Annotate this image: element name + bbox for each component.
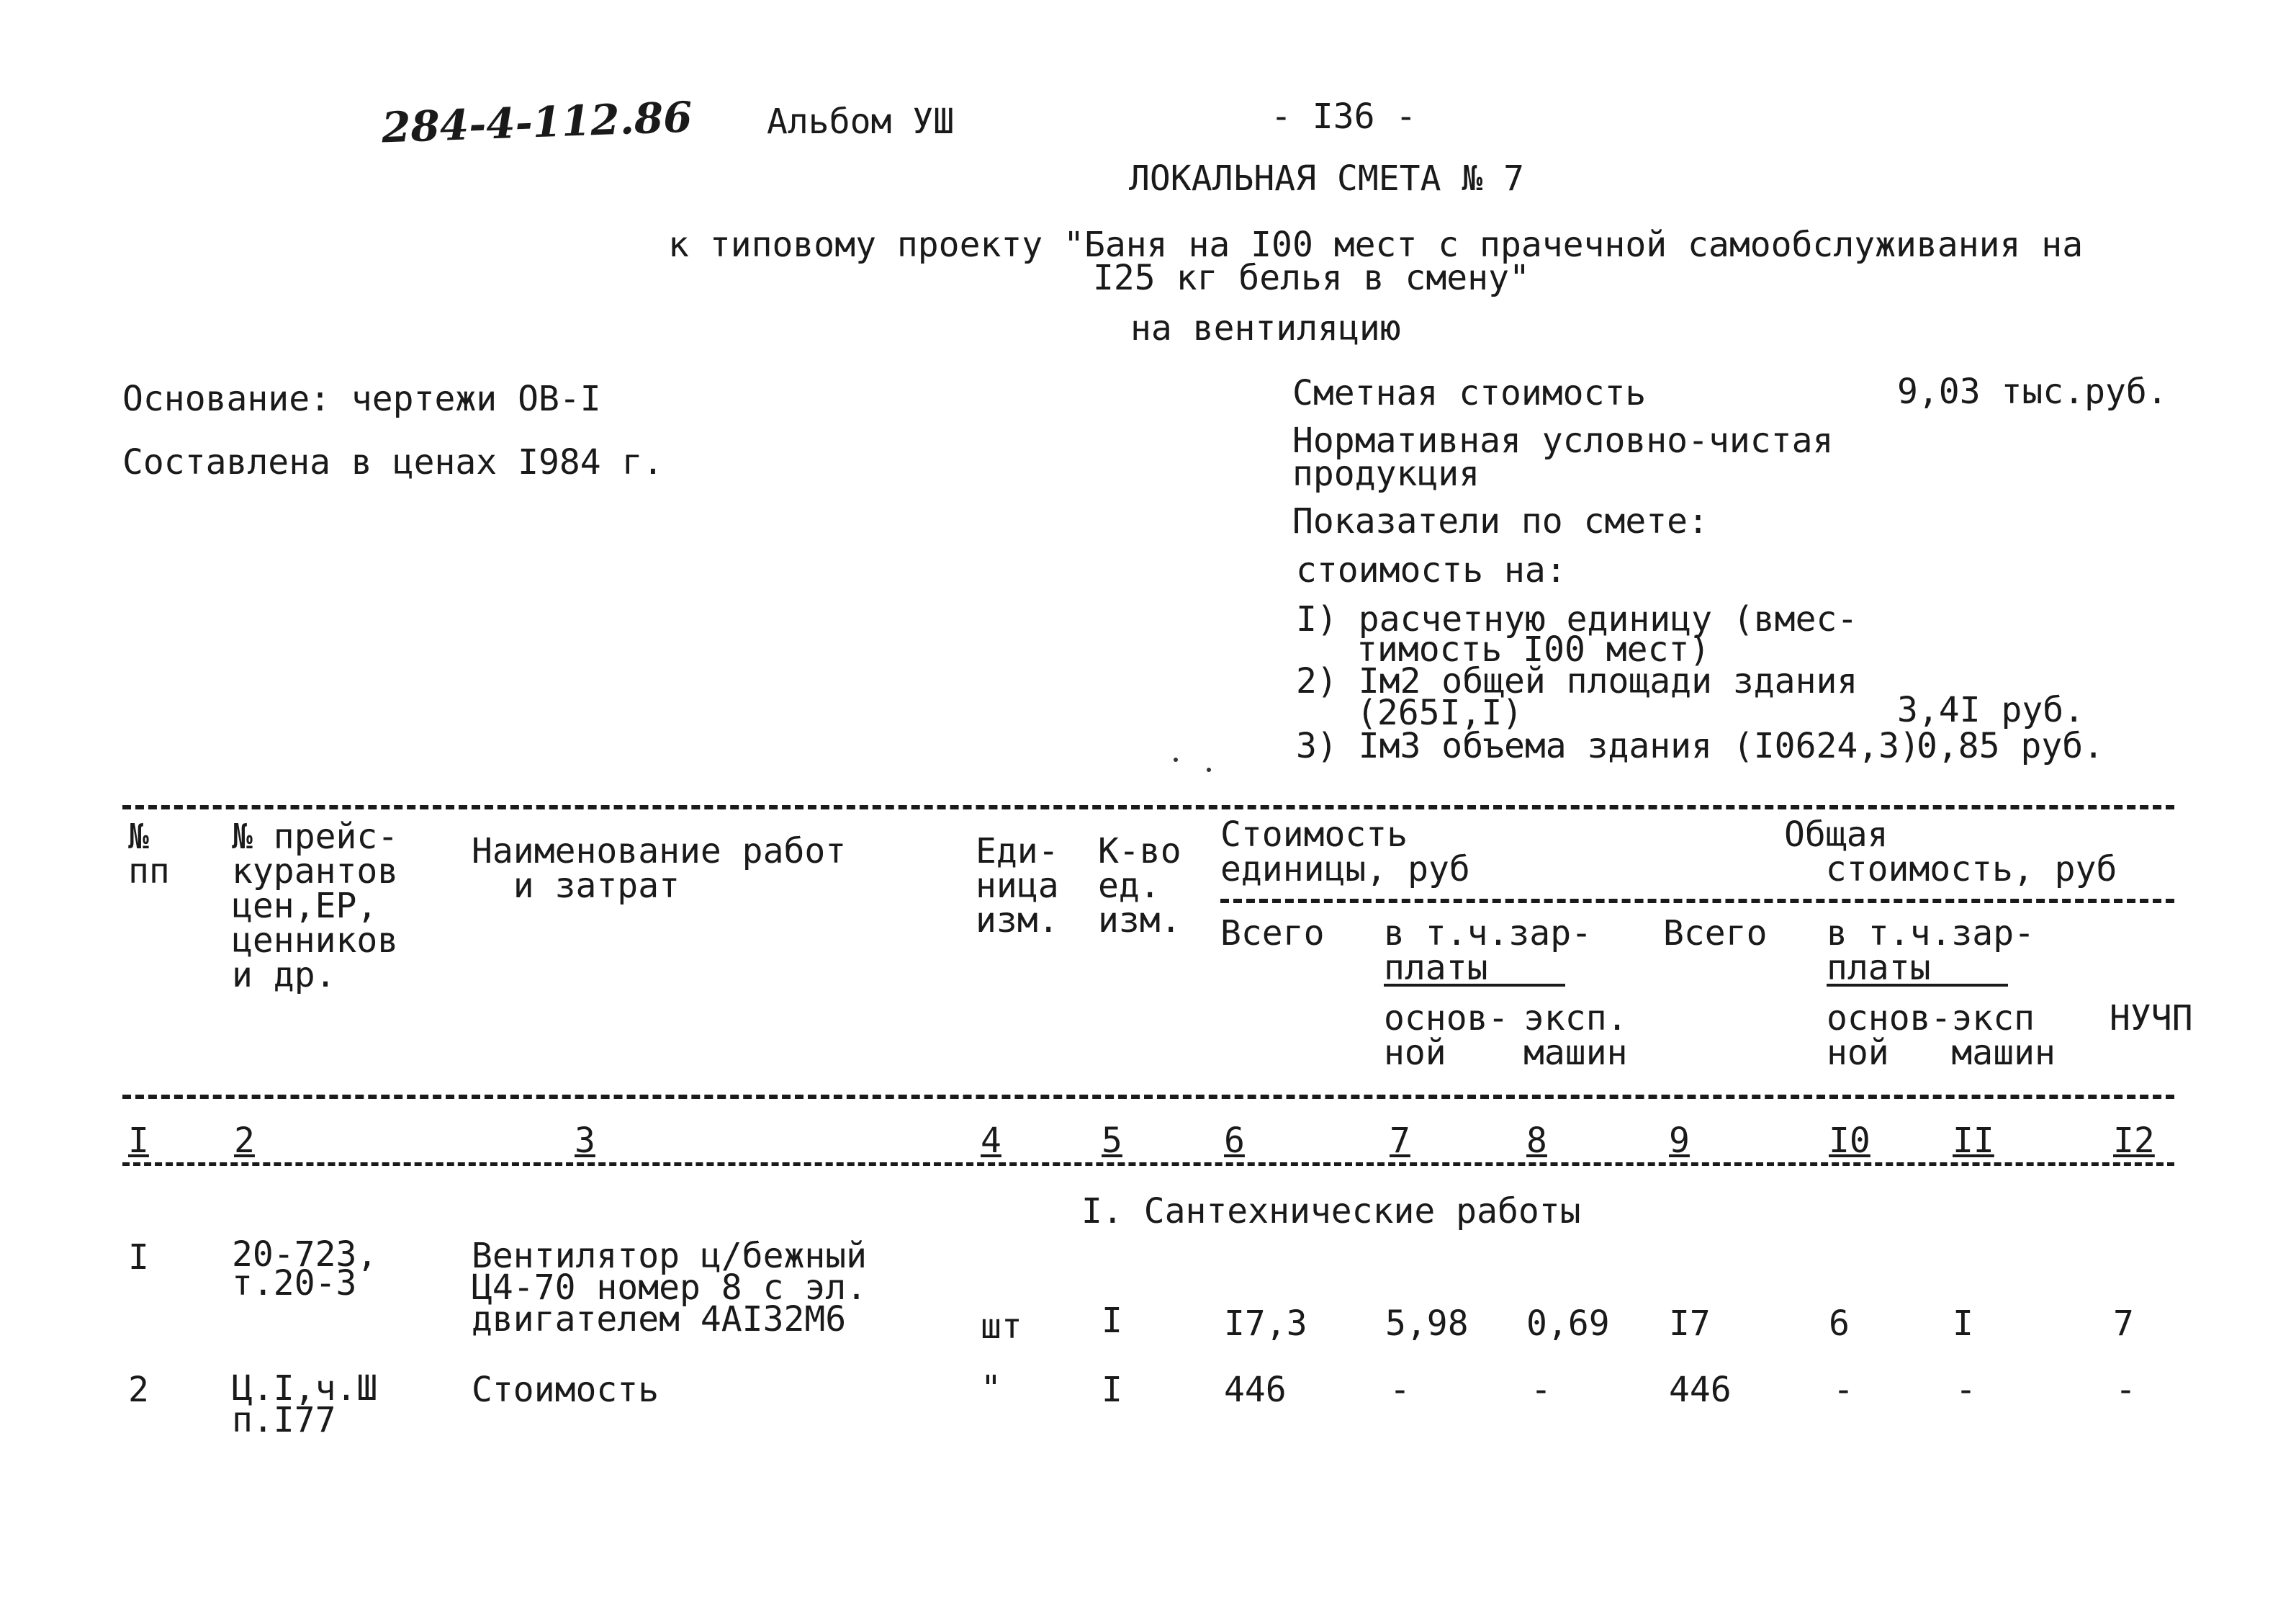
col-header-num: № пп bbox=[128, 817, 170, 892]
row-nuchp: 7 bbox=[2113, 1303, 2134, 1344]
row-number: I bbox=[128, 1237, 149, 1278]
indicators-label: Показатели по смете: bbox=[1292, 501, 1709, 542]
column-number: I0 bbox=[1829, 1121, 1870, 1161]
col-header-unit-cost: Стоимость единицы, руб bbox=[1220, 814, 1470, 889]
table-header-bottom-rule bbox=[122, 1095, 2174, 1099]
estimated-cost-label: Сметная стоимость bbox=[1292, 373, 1647, 413]
normative-label-line-1: Нормативная условно-чистая bbox=[1292, 421, 1834, 461]
column-number: I2 bbox=[2113, 1121, 2155, 1161]
column-number: I bbox=[128, 1121, 149, 1161]
column-number: 5 bbox=[1102, 1121, 1122, 1161]
album-label: Альбом УШ bbox=[767, 102, 955, 142]
row-unit-basic: 5,98 bbox=[1385, 1303, 1469, 1344]
table-top-rule bbox=[122, 805, 2174, 809]
col-header-quantity: К-во ед. изм. bbox=[1098, 831, 1181, 941]
column-number: 6 bbox=[1224, 1121, 1245, 1161]
estimated-cost-value: 9,03 тыс.руб. bbox=[1897, 372, 2168, 412]
row-quantity: I bbox=[1102, 1370, 1122, 1410]
row-unit: " bbox=[981, 1368, 1001, 1409]
indicator-1-line-1: I) расчетную единицу (вмес- bbox=[1296, 599, 1858, 639]
col-header-grand-total: Всего bbox=[1663, 913, 1768, 953]
column-number: 3 bbox=[575, 1121, 595, 1161]
indicator-3-value: 0,85 руб. bbox=[1917, 726, 2104, 766]
row-total-machines: I bbox=[1953, 1303, 1973, 1344]
column-number: 8 bbox=[1526, 1121, 1547, 1161]
row-nuchp: - bbox=[2115, 1370, 2136, 1410]
col-header-unit-wages: в т.ч.зар- платы bbox=[1384, 913, 1592, 988]
normative-label-line-2: продукция bbox=[1292, 454, 1480, 494]
document-title: ЛОКАЛЬНАЯ СМЕТА № 7 bbox=[1129, 158, 1525, 199]
column-number-rule bbox=[122, 1162, 2174, 1166]
row-unit-total: 446 bbox=[1224, 1370, 1287, 1410]
col-header-work-name: Наименование работ и затрат bbox=[472, 831, 847, 906]
indicator-1-line-2: тимость I00 мест) bbox=[1356, 629, 1711, 670]
row-total: I7 bbox=[1669, 1303, 1711, 1344]
row-total: 446 bbox=[1669, 1370, 1732, 1410]
column-number: 9 bbox=[1669, 1121, 1690, 1161]
col-header-price-ref: № прейс- курантов цен,ЕР, ценников и др. bbox=[232, 817, 399, 995]
section-title: I. Сантехнические работы bbox=[1081, 1191, 1581, 1231]
column-number: 4 bbox=[981, 1121, 1001, 1161]
subtitle-line-1: к типовому проекту "Баня на I00 мест с прачечной самообслуживания на bbox=[668, 225, 2084, 265]
basis-text: Основание: чертежи ОВ-I bbox=[122, 379, 601, 419]
ink-speck bbox=[1174, 758, 1178, 762]
column-number: II bbox=[1953, 1121, 1994, 1161]
row-unit: шт bbox=[981, 1306, 1022, 1347]
col-header-nuchp: НУЧП bbox=[2110, 998, 2193, 1038]
indicator-3-label: 3) Iм3 объема здания (I0624,3) bbox=[1296, 726, 1920, 766]
prices-year-text: Составлена в ценах I984 г. bbox=[122, 442, 664, 482]
row-unit-basic: - bbox=[1390, 1370, 1410, 1410]
ink-speck bbox=[1207, 768, 1211, 772]
col-header-unit: Еди- ница изм. bbox=[976, 831, 1059, 941]
indicator-2-line-2: (265I,I) bbox=[1356, 693, 1523, 733]
cost-on-label: стоимость на: bbox=[1296, 550, 1567, 591]
wages-underline-2 bbox=[1827, 984, 2008, 987]
column-number: 2 bbox=[234, 1121, 255, 1161]
indicator-2-line-1: 2) Iм2 общей площади здания bbox=[1296, 661, 1858, 701]
page-number: - I36 - bbox=[1271, 96, 1417, 137]
subtitle-line-2: I25 кг белья в смену" bbox=[1093, 258, 1530, 298]
wages-underline bbox=[1384, 984, 1565, 987]
col-header-total-wages: в т.ч.зар- платы bbox=[1827, 913, 2035, 988]
table-subheader-rule bbox=[1220, 899, 2174, 903]
col-header-total-cost: Общая стоимость, руб bbox=[1784, 814, 2117, 889]
row-total-machines: - bbox=[1955, 1370, 1976, 1410]
row-price-ref: Ц.I,ч.Ш п.I77 bbox=[232, 1368, 378, 1440]
subtitle-line-3: на вентиляцию bbox=[1130, 308, 1401, 349]
row-total-basic: - bbox=[1833, 1370, 1854, 1410]
indicator-2-value: 3,4I руб. bbox=[1897, 690, 2085, 730]
row-number: 2 bbox=[128, 1370, 149, 1410]
row-price-ref: 20-723, т.20-3 bbox=[232, 1234, 378, 1303]
row-unit-machines: - bbox=[1531, 1370, 1552, 1410]
row-quantity: I bbox=[1102, 1301, 1122, 1341]
row-total-basic: 6 bbox=[1829, 1303, 1850, 1344]
column-number: 7 bbox=[1390, 1121, 1410, 1161]
document-number: 284-4-112.86 bbox=[380, 92, 693, 153]
row-unit-machines: 0,69 bbox=[1526, 1303, 1610, 1344]
col-header-unit-total: Всего bbox=[1220, 913, 1325, 953]
col-header-unit-machines: эксп. машин bbox=[1523, 998, 1628, 1073]
row-unit-total: I7,3 bbox=[1224, 1303, 1307, 1344]
col-header-unit-basic: основ- ной bbox=[1384, 998, 1509, 1073]
col-header-total-basic-machines: основ-эксп ной машин bbox=[1827, 998, 2056, 1073]
row-work-name: Стоимость bbox=[472, 1370, 659, 1410]
row-work-name: Вентилятор ц/бежный Ц4-70 номер 8 с эл. двигателем 4AI32M6 bbox=[472, 1236, 868, 1339]
